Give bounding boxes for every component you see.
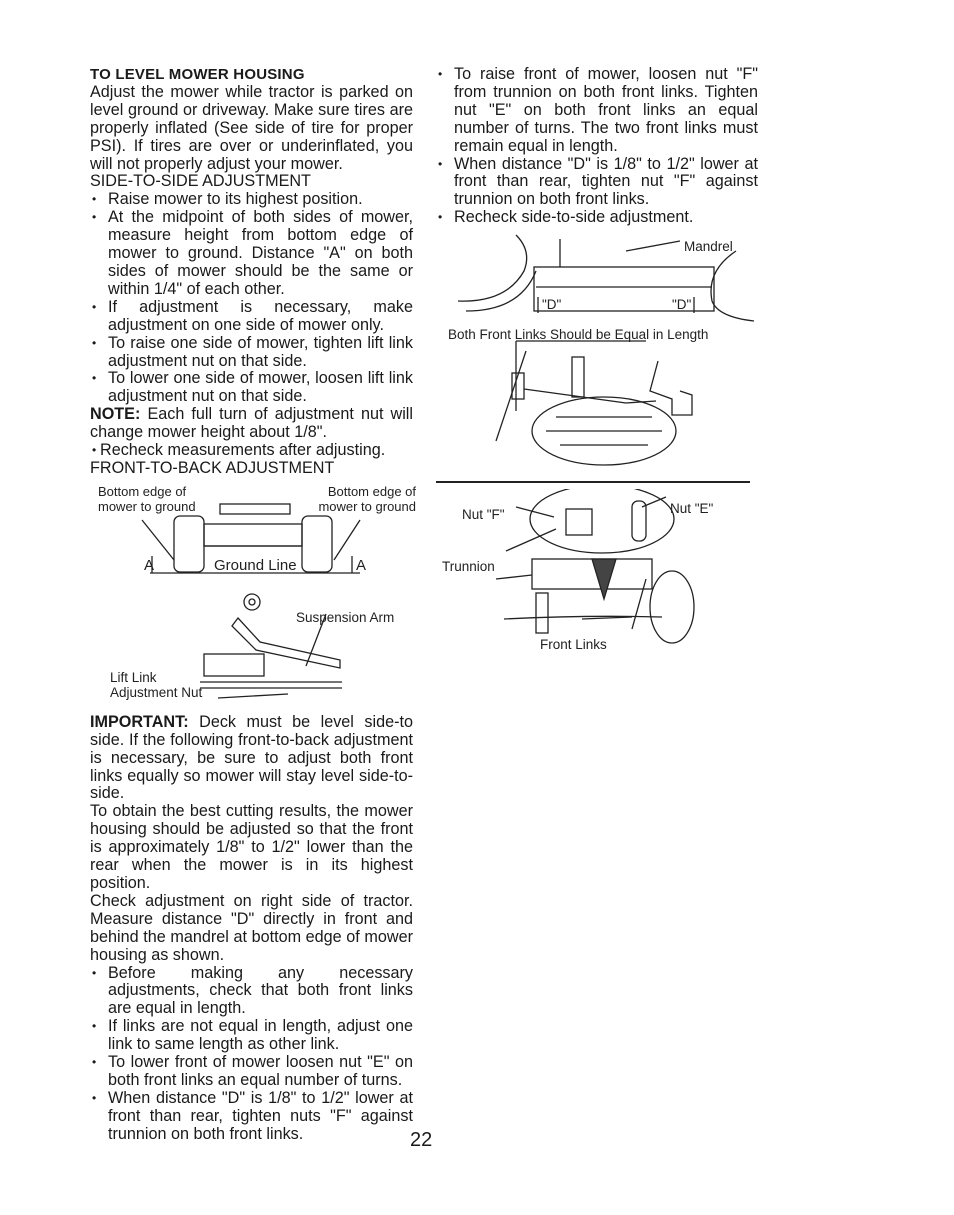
front-to-back-list [90,965,413,1144]
section-divider [436,481,750,483]
distance-a-left: A [144,556,155,574]
side-to-side-list [90,191,413,406]
ground-line-label: Ground Line [214,556,297,574]
trunnion-figure [436,489,758,659]
suspension-arm-figure [90,590,413,710]
mandrel-drawing [436,231,758,471]
bottom-edge-label-right: Bottom edge of mower to ground [318,483,416,514]
note-paragraph [90,406,413,442]
front-to-back-heading: FRONT-TO-BACK ADJUSTMENT [90,458,335,477]
page-number: 22 [410,1129,433,1151]
equal-length-caption: Both Front Links Should be Equal in Length [448,327,709,343]
recheck-list [90,442,413,460]
right-column [436,66,758,659]
obtain-results-paragraph: To obtain the best cutting results, the mower housing should be adjusted so that the front is approximately 1/8" to 1/2" lower than the rear when the mower is in its highest position. [90,802,413,892]
suspension-arm-label: Suspension Arm [296,609,395,625]
list-item: • To raise one side of mower, tighten lift link adjustment nut on that side. [90,335,413,371]
note-text: Each full turn of adjustment nut will change mower height about 1/8". [90,405,413,442]
list-item: • At the midpoint of both sides of mower, measure height from bottom edge of mower to ground. Distance "A" on both sides of mower should be the same or within 1/4" of each other. [90,209,413,299]
list-item: • Before making any necessary adjustments, check that both front links are equal in length. [90,965,413,1019]
mandrel-figure [436,231,758,471]
mandrel-label: Mandrel [684,239,733,255]
bottom-edge-label-left: Bottom edge of mower to ground [98,483,196,514]
intro-paragraph: Adjust the mower while tractor is parked on level ground or driveway. Make sure tires are properly inflated (See side of tire for proper PSI). If tires are over or underinflated, you will not properly adjust your mower. [90,82,413,173]
important-text: Deck must be level side-to side. If the following front-to-back adjustment is necessary, be sure to adjust both front links equally so mower will stay level side-to-side. [90,712,413,803]
note-label: NOTE: [90,405,141,424]
list-item: • To raise front of mower, loosen nut "F" from trunnion on both front links. Tighten nut "E" on both front links an equal number of turns. The two front links must remain equal in length. [436,66,758,156]
check-adjustment-paragraph: Check adjustment on right side of tractor. Measure distance "D" directly in front and behind the mandrel at bottom edge of mower housing as shown. [90,891,413,964]
list-item: • To lower one side of mower, loosen lift link adjustment nut on that side. [90,370,413,406]
list-item: • Recheck measurements after adjusting. [90,442,413,460]
distance-d-right: "D" [672,297,692,313]
list-item: • When distance "D" is 1/8" to 1/2" lower at front than rear, tighten nuts "F" against trunnion on both front links. [90,1090,413,1144]
list-item: • Raise mower to its highest position. [90,191,413,209]
distance-d-left: "D" [542,297,562,313]
important-label: IMPORTANT: [90,712,189,731]
raise-front-list [436,66,758,227]
front-links-label: Front Links [540,637,607,653]
trunnion-label: Trunnion [442,559,495,575]
ground-line-figure [90,483,416,584]
lift-link-nut-label: Lift Link Adjustment Nut [110,669,203,700]
list-item: • Recheck side-to-side adjustment. [436,209,758,227]
list-item: • When distance "D" is 1/8" to 1/2" lower at front than rear, tighten nut "F" against trunnion on both front links. [436,156,758,210]
important-paragraph [90,714,413,804]
distance-a-right: A [356,556,367,574]
left-column [90,66,416,1144]
nut-e-label: Nut "E" [670,501,714,517]
nut-f-label: Nut "F" [462,507,505,523]
list-item: • To lower front of mower loosen nut "E" on both front links an equal number of turns. [90,1054,413,1090]
list-item: • If adjustment is necessary, make adjustment on one side of mower only. [90,299,413,335]
section-heading: TO LEVEL MOWER HOUSING [90,66,305,83]
list-item: • If links are not equal in length, adjust one link to same length as other link. [90,1018,413,1054]
side-to-side-heading: SIDE-TO-SIDE ADJUSTMENT [90,172,311,191]
